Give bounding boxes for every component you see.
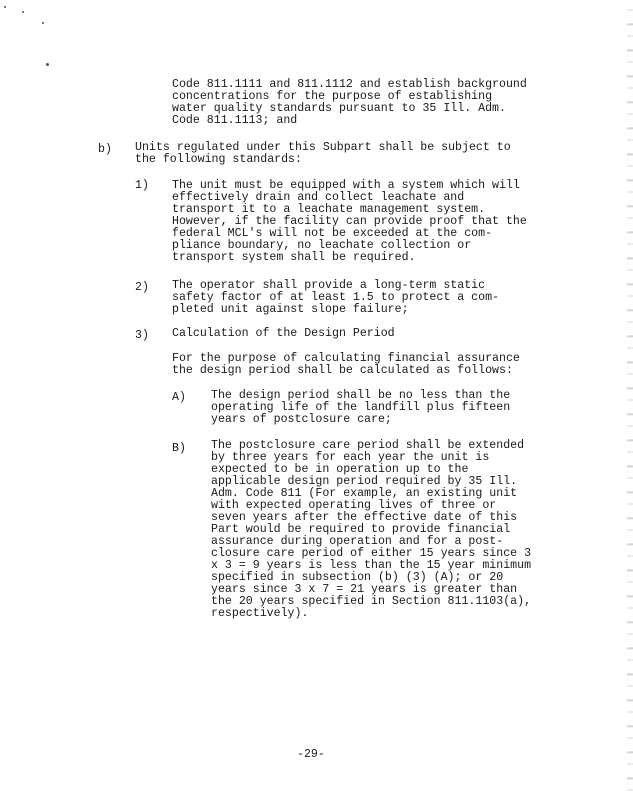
- text-line: the following standards:: [135, 153, 302, 166]
- item-3-paragraph: [172, 353, 520, 377]
- item-3-heading: [172, 328, 395, 340]
- text-line: closure care period of either 15 years since 3: [211, 547, 532, 560]
- item-label-3: 3): [135, 329, 149, 342]
- text-line: years since 3 x 7 = 21 years is greater than: [211, 583, 518, 596]
- text-line: water quality standards pursuant to 35 Ill. Adm.: [172, 102, 506, 115]
- text-line: pleted unit against slope failure;: [172, 303, 409, 316]
- text-line: effectively drain and collect leachate and: [172, 191, 465, 204]
- text-line: Adm. Code 811 (For example, an existing unit: [211, 487, 518, 500]
- item-label-2: 2): [135, 281, 149, 294]
- subitem-B-text: [211, 440, 531, 620]
- text-line: expected to be in operation up to the: [211, 463, 469, 476]
- subitem-label-A: A): [172, 391, 186, 404]
- scan-speck: [42, 22, 44, 24]
- text-line: Calculation of the Design Period: [172, 327, 395, 340]
- page-number: -29-: [297, 748, 325, 761]
- text-line: Part would be required to provide financial: [211, 523, 511, 536]
- item-1-text: [172, 180, 527, 264]
- text-line: applicable design period required by 35 Ill.: [211, 475, 518, 488]
- text-line: operating life of the landfill plus fifteen: [211, 401, 511, 414]
- text-line: federal MCL's will not be exceeded at the com-: [172, 227, 493, 240]
- item-label-1: 1): [135, 179, 149, 192]
- text-line: safety factor of at least 1.5 to protect a com-: [172, 291, 499, 304]
- text-line: The operator shall provide a long-term static: [172, 279, 486, 292]
- scan-speck: [46, 63, 49, 66]
- text-line: assurance during operation and for a post-: [211, 535, 504, 548]
- text-line: specified in subsection (b) (3) (A); or 20: [211, 571, 504, 584]
- text-line: concentrations for the purpose of establishing: [172, 90, 493, 103]
- subsection-label-b: b): [98, 143, 112, 156]
- text-line: Code 811.1111 and 811.1112 and establish background: [172, 78, 527, 91]
- scan-speck: [4, 6, 6, 8]
- text-line: transport it to a leachate management system.: [172, 203, 486, 216]
- text-line: The unit must be equipped with a system which will: [172, 179, 520, 192]
- subitem-A-text: [211, 390, 510, 426]
- text-line: For the purpose of calculating financial assurance: [172, 352, 520, 365]
- text-line: x 3 = 9 years is less than the 15 year minimum: [211, 559, 532, 572]
- text-line: years of postclosure care;: [211, 413, 392, 426]
- text-line: Code 811.1113; and: [172, 114, 298, 127]
- intro-paragraph: [172, 79, 527, 127]
- scan-speck: [22, 11, 24, 13]
- text-line: respectively).: [211, 607, 309, 620]
- text-line: However, if the facility can provide proof that the: [172, 215, 527, 228]
- item-2-text: [172, 280, 499, 316]
- text-line: with expected operating lives of three or: [211, 499, 497, 512]
- text-line: the design period shall be calculated as follows:: [172, 364, 513, 377]
- subitem-label-B: B): [172, 442, 186, 455]
- text-line: by three years for each year the unit is: [211, 451, 490, 464]
- scan-edge-noise: [627, 0, 633, 800]
- text-line: transport system shall be required.: [172, 251, 416, 264]
- text-line: The design period shall be no less than the: [211, 389, 511, 402]
- text-line: seven years after the effective date of this: [211, 511, 518, 524]
- text-line: the 20 years specified in Section 811.1103(a),: [211, 595, 532, 608]
- text-line: The postclosure care period shall be extended: [211, 439, 525, 452]
- subsection-b-text: [135, 142, 511, 166]
- text-line: pliance boundary, no leachate collection or: [172, 239, 472, 252]
- text-line: Units regulated under this Subpart shall be subject to: [135, 141, 511, 154]
